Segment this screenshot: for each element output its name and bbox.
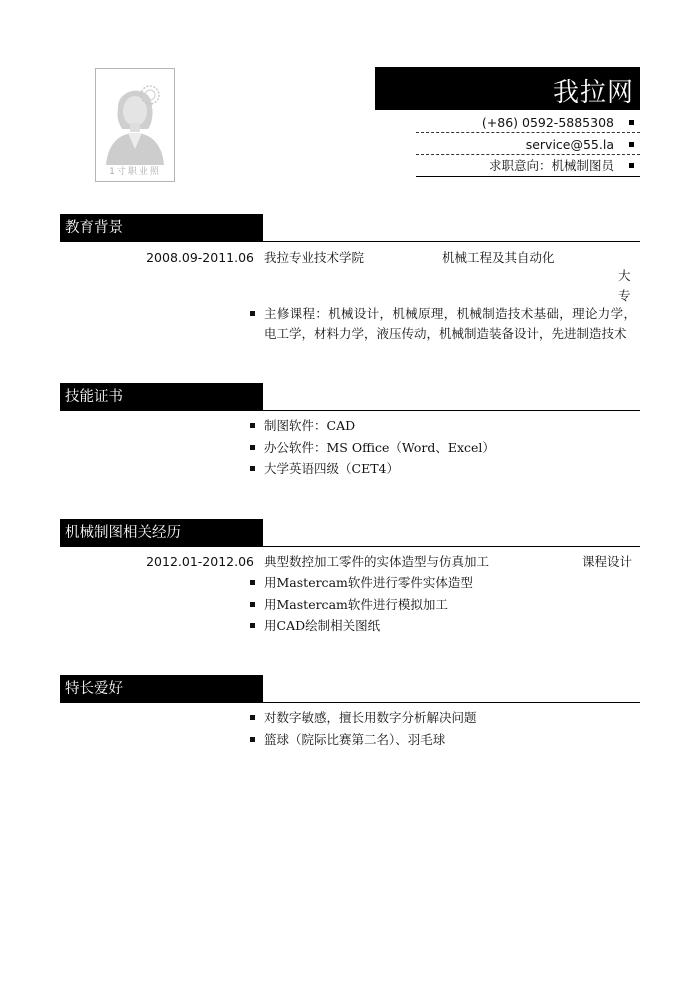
- divider: [416, 176, 640, 177]
- course-list: 主修课程：机械设计，机械原理，机械制造技术基础，理论力学，电工学，材料力学，液压传动，机械制造装备设计，先进制造技术: [264, 306, 636, 341]
- square-bullet-icon: [250, 623, 255, 628]
- profile-photo: [95, 68, 175, 182]
- section-title-hobbies: 特长爱好: [60, 675, 263, 703]
- school-name: 我拉专业技术学院: [264, 250, 365, 265]
- degree-char-2: 专: [618, 288, 631, 303]
- major-name: 机械工程及其自动化: [442, 250, 555, 265]
- square-bullet-icon: [250, 715, 255, 720]
- section-title-skills: 技能证书: [60, 383, 263, 411]
- square-bullet-icon: [250, 737, 255, 742]
- square-bullet-icon: [629, 120, 634, 125]
- divider: [416, 154, 640, 155]
- square-bullet-icon: [250, 602, 255, 607]
- list-item: 用Mastercam软件进行零件实体造型: [264, 575, 473, 590]
- section-title-experience: 机械制图相关经历: [60, 519, 263, 547]
- list-item: 篮球（院际比赛第二名）、羽毛球: [264, 732, 446, 747]
- education-date: 2008.09-2011.06: [146, 250, 254, 265]
- square-bullet-icon: [250, 311, 255, 316]
- candidate-name: 我拉网: [552, 78, 634, 108]
- phone-number: (+86) 0592-5885308: [481, 115, 614, 130]
- section-divider: [60, 241, 640, 242]
- square-bullet-icon: [250, 423, 255, 428]
- section-divider: [60, 702, 640, 703]
- project-name: 典型数控加工零件的实体造型与仿真加工: [264, 554, 490, 569]
- project-type: 课程设计: [582, 554, 633, 569]
- divider: [416, 132, 640, 133]
- section-divider: [60, 410, 640, 411]
- list-item: 用Mastercam软件进行模拟加工: [264, 597, 448, 612]
- email-row: [416, 136, 640, 154]
- photo-caption: 1寸职业照: [109, 167, 161, 177]
- square-bullet-icon: [250, 445, 255, 450]
- job-intention: 求职意向：机械制图员: [488, 158, 614, 173]
- phone-row: [416, 114, 640, 132]
- list-item: 对数字敏感，擅长用数字分析解决问题: [264, 710, 477, 725]
- list-item: 制图软件：CAD: [264, 418, 356, 433]
- square-bullet-icon: [629, 142, 634, 147]
- list-item: 大学英语四级（CET4）: [264, 461, 399, 476]
- email-address: service@55.la: [525, 137, 614, 152]
- square-bullet-icon: [250, 466, 255, 471]
- section-title-education: 教育背景: [60, 214, 263, 242]
- square-bullet-icon: [250, 580, 255, 585]
- intention-row: [416, 157, 640, 175]
- list-item: 办公软件：MS Office（Word、Excel）: [264, 440, 495, 455]
- section-divider: [60, 546, 640, 547]
- square-bullet-icon: [629, 163, 634, 168]
- name-banner: [375, 67, 640, 110]
- list-item: 用CAD绘制相关图纸: [264, 618, 381, 633]
- degree-char-1: 大: [618, 268, 631, 283]
- experience-date: 2012.01-2012.06: [146, 554, 254, 569]
